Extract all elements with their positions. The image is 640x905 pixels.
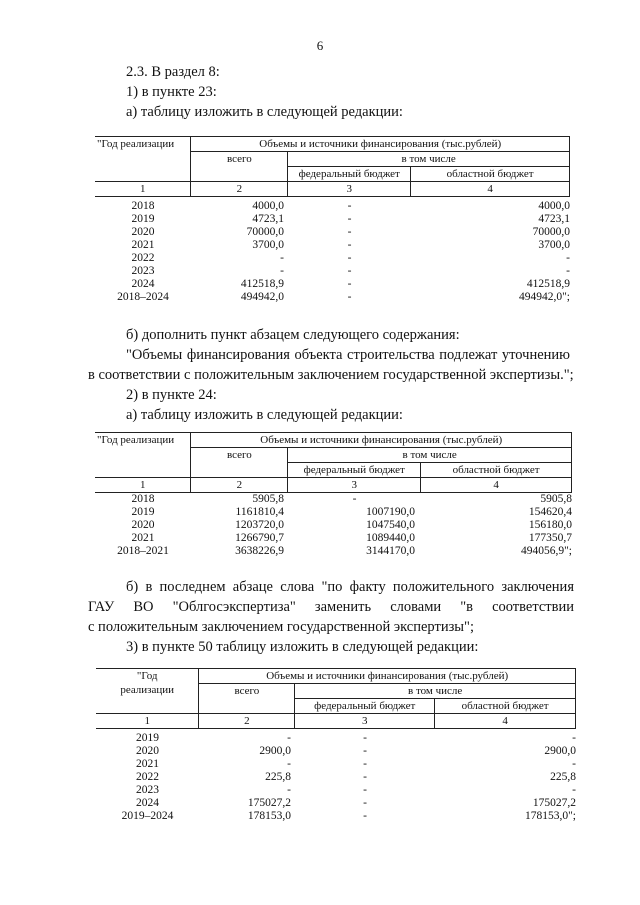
federal-cell: -	[347, 226, 352, 238]
table-row	[96, 758, 576, 771]
table-row	[95, 252, 570, 265]
regional-cell: 156180,0	[528, 519, 572, 531]
year-header	[96, 669, 199, 714]
year-cell: 2021	[136, 758, 159, 770]
total-header: всего	[191, 152, 288, 182]
col-num: 4	[411, 182, 570, 197]
col-num: 2	[191, 182, 288, 197]
table-row	[95, 519, 572, 532]
federal-cell: -	[347, 239, 352, 251]
total-cell: 494942,0	[240, 291, 284, 303]
federal-header: федеральный бюджет	[288, 167, 411, 182]
year-header-line-2: реализации	[120, 684, 175, 696]
year-header-line-1: "Год	[136, 670, 158, 682]
year-cell: 2023	[131, 265, 155, 277]
col-num: 2	[191, 478, 288, 493]
total-cell: 412518,9	[240, 278, 284, 290]
year-cell: 2020	[131, 519, 155, 531]
total-header: всего	[191, 448, 288, 478]
table1-header	[95, 136, 570, 197]
item-50-heading: 3) в пункте 50 таблицу изложить в следующей редакции:	[126, 639, 479, 655]
table-instruction-2: а) таблицу изложить в следующей редакции:	[126, 407, 403, 423]
table-row	[95, 239, 570, 252]
regional-cell: 2900,0	[544, 745, 576, 757]
federal-header: федеральный бюджет	[295, 699, 435, 714]
regional-header: областной бюджет	[411, 167, 570, 182]
table-row	[95, 506, 572, 519]
regional-cell: 494942,0";	[518, 291, 570, 303]
federal-cell: -	[347, 200, 352, 212]
table-row	[96, 771, 576, 784]
year-cell: 2020	[136, 745, 159, 757]
year-cell: 2018	[131, 493, 155, 505]
regional-cell: 5905,8	[540, 493, 572, 505]
regional-cell: 154620,4	[528, 506, 572, 518]
table-row	[95, 532, 572, 545]
regional-cell: 175027,2	[532, 797, 576, 809]
federal-cell: 3144170,0	[366, 545, 415, 557]
table1-body	[95, 200, 570, 304]
total-cell: 3700,0	[252, 239, 284, 251]
table-row	[95, 265, 570, 278]
year-cell: 2022	[136, 771, 159, 783]
replacement-line-3: с положительным заключением государственной экспертизы";	[88, 619, 474, 635]
federal-cell: -	[347, 291, 352, 303]
total-cell: 70000,0	[246, 226, 284, 238]
table-row	[95, 213, 570, 226]
federal-cell: 1047540,0	[366, 519, 415, 531]
year-cell: 2024	[131, 278, 155, 290]
year-cell: 2018	[131, 200, 155, 212]
including-header: в том числе	[288, 448, 572, 463]
table-row	[95, 493, 572, 506]
federal-cell: -	[352, 493, 357, 505]
including-header: в том числе	[288, 152, 570, 167]
table-row	[95, 291, 570, 304]
federal-cell: -	[363, 810, 367, 822]
regional-header: областной бюджет	[435, 699, 576, 714]
total-cell: 5905,8	[252, 493, 284, 505]
col-num: 1	[95, 478, 191, 493]
regional-cell: -	[566, 265, 570, 277]
year-header: "Год реализации	[95, 433, 191, 478]
col-num: 4	[435, 714, 576, 729]
year-cell: 2018–2021	[117, 545, 169, 557]
col-num: 1	[96, 714, 199, 729]
federal-cell: -	[347, 213, 352, 225]
year-cell: 2021	[131, 532, 155, 544]
table-row	[96, 810, 576, 823]
col-num: 3	[288, 182, 411, 197]
item-23-heading: 1) в пункте 23:	[126, 84, 217, 100]
total-cell: 225,8	[265, 771, 291, 783]
year-cell: 2022	[131, 252, 155, 264]
replacement-line-1: б) в последнем абзаце слова "по факту положительного заключения	[126, 579, 574, 595]
col-num: 4	[421, 478, 572, 493]
table-row	[95, 226, 570, 239]
total-cell: -	[287, 732, 291, 744]
col-num: 3	[295, 714, 435, 729]
federal-cell: -	[363, 797, 367, 809]
addition-instruction: б) дополнить пункт абзацем следующего содержания:	[126, 327, 460, 343]
item-24-heading: 2) в пункте 24:	[126, 387, 217, 403]
year-cell: 2020	[131, 226, 155, 238]
federal-header: федеральный бюджет	[288, 463, 421, 478]
year-cell: 2019	[131, 213, 155, 225]
table-row	[95, 278, 570, 291]
federal-cell: -	[363, 745, 367, 757]
table-instruction-1: а) таблицу изложить в следующей редакции:	[126, 104, 403, 120]
col-num: 1	[95, 182, 191, 197]
including-header: в том числе	[295, 684, 576, 699]
table-row	[96, 732, 576, 745]
total-cell: 4000,0	[252, 200, 284, 212]
total-cell: 4723,1	[252, 213, 284, 225]
col-num: 2	[199, 714, 295, 729]
total-cell: 178153,0	[247, 810, 291, 822]
regional-cell: 4000,0	[538, 200, 570, 212]
table2-header	[95, 432, 572, 493]
regional-cell: -	[572, 732, 576, 744]
regional-cell: 177350,7	[528, 532, 572, 544]
page-number: 6	[316, 38, 324, 53]
total-cell: 1266790,7	[235, 532, 284, 544]
table3-header	[96, 668, 576, 729]
regional-cell: -	[566, 252, 570, 264]
table-row	[95, 200, 570, 213]
federal-cell: -	[363, 784, 367, 796]
year-cell: 2021	[131, 239, 155, 251]
total-cell: 2900,0	[259, 745, 291, 757]
federal-cell: 1089440,0	[366, 532, 415, 544]
year-header: "Год реализации	[95, 137, 191, 182]
year-cell: 2019	[136, 732, 159, 744]
table-row	[96, 797, 576, 810]
regional-cell: 494056,9";	[520, 545, 572, 557]
funding-header: Объемы и источники финансирования (тыс.рублей)	[191, 433, 572, 448]
funding-header: Объемы и источники финансирования (тыс.рублей)	[191, 137, 570, 152]
regional-cell: 70000,0	[532, 226, 570, 238]
funding-header: Объемы и источники финансирования (тыс.рублей)	[199, 669, 576, 684]
regional-cell: 225,8	[550, 771, 576, 783]
regional-cell: 178153,0";	[524, 810, 576, 822]
regional-cell: -	[572, 758, 576, 770]
federal-cell: -	[363, 758, 367, 770]
col-num: 3	[288, 478, 421, 493]
total-cell: -	[287, 758, 291, 770]
added-paragraph-line-1: "Объемы финансирования объекта строительства подлежат уточнению	[126, 347, 570, 363]
year-cell: 2024	[136, 797, 159, 809]
table3-body	[96, 732, 576, 823]
replacement-line-2: ГАУ ВО "Облгосэкспертиза" заменить словами "в соответствии	[88, 599, 574, 615]
total-cell: 3638226,9	[235, 545, 284, 557]
total-cell: -	[287, 784, 291, 796]
total-cell: -	[280, 265, 284, 277]
regional-cell: 412518,9	[526, 278, 570, 290]
table-row	[96, 784, 576, 797]
federal-cell: -	[347, 265, 352, 277]
year-cell: 2023	[136, 784, 159, 796]
federal-cell: -	[347, 278, 352, 290]
total-cell: -	[280, 252, 284, 264]
table-row	[96, 745, 576, 758]
regional-cell: 3700,0	[538, 239, 570, 251]
total-cell: 175027,2	[247, 797, 291, 809]
year-cell: 2019	[131, 506, 155, 518]
regional-cell: 4723,1	[538, 213, 570, 225]
federal-cell: -	[347, 252, 352, 264]
total-cell: 1203720,0	[235, 519, 284, 531]
regional-header: областной бюджет	[421, 463, 572, 478]
table2-body	[95, 493, 572, 558]
added-paragraph-line-2: в соответствии с положительным заключением государственной экспертизы.";	[88, 367, 574, 383]
total-header: всего	[199, 684, 295, 714]
federal-cell: 1007190,0	[366, 506, 415, 518]
total-cell: 1161810,4	[235, 506, 284, 518]
year-cell: 2018–2024	[117, 291, 169, 303]
section-heading: 2.3. В раздел 8:	[126, 64, 220, 80]
federal-cell: -	[363, 771, 367, 783]
regional-cell: -	[572, 784, 576, 796]
table-row	[95, 545, 572, 558]
year-cell: 2019–2024	[121, 810, 174, 822]
federal-cell: -	[363, 732, 367, 744]
